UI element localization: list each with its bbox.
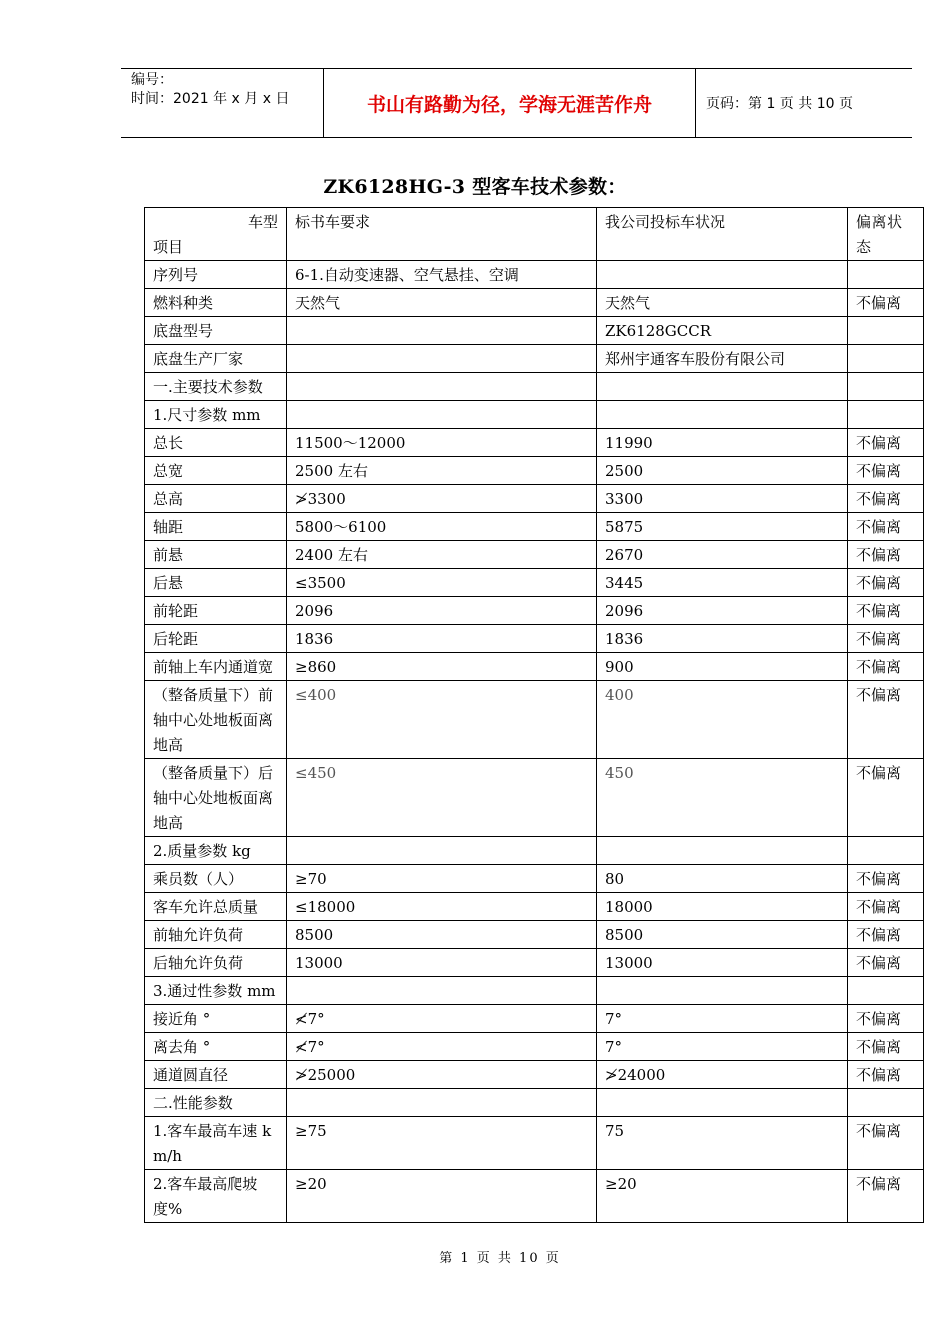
table-row bbox=[145, 1033, 924, 1061]
row-deviation-cell: 不偏离 bbox=[848, 429, 924, 457]
row-item-cell: 后轴允许负荷 bbox=[145, 949, 287, 977]
row-requirement-cell bbox=[287, 373, 597, 401]
corner-vehicle-label: 车型 bbox=[247, 213, 278, 231]
row-item-cell: 离去角 ° bbox=[145, 1033, 287, 1061]
row-requirement-cell bbox=[287, 345, 597, 373]
table-row bbox=[145, 921, 924, 949]
row-ours-cell: 11990 bbox=[597, 429, 848, 457]
table-row bbox=[145, 893, 924, 921]
row-ours-cell: 900 bbox=[597, 653, 848, 681]
row-item-cell: 前悬 bbox=[145, 541, 287, 569]
row-item-cell: 底盘型号 bbox=[145, 317, 287, 345]
row-item-cell: 后悬 bbox=[145, 569, 287, 597]
table-header-row bbox=[145, 208, 924, 261]
row-item-cell: 前轮距 bbox=[145, 597, 287, 625]
row-item-cell: 总高 bbox=[145, 485, 287, 513]
row-item-cell: 一.主要技术参数 bbox=[145, 373, 287, 401]
row-ours-cell: 郑州宇通客车股份有限公司 bbox=[597, 345, 848, 373]
row-item-cell: 燃料种类 bbox=[145, 289, 287, 317]
row-item-cell: 3.通过性参数 mm bbox=[145, 977, 287, 1005]
row-deviation-cell bbox=[848, 317, 924, 345]
row-ours-cell: ZK6128GCCR bbox=[597, 317, 848, 345]
row-requirement-cell: ≥860 bbox=[287, 653, 597, 681]
spec-table bbox=[144, 207, 924, 1223]
header-motto: 书山有路勤为径，学海无涯苦作舟 bbox=[323, 69, 696, 137]
row-requirement-cell: ≯25000 bbox=[287, 1061, 597, 1089]
row-deviation-cell: 不偏离 bbox=[848, 921, 924, 949]
row-deviation-cell: 不偏离 bbox=[848, 759, 924, 837]
table-row bbox=[145, 1170, 924, 1223]
row-ours-cell: ≯24000 bbox=[597, 1061, 848, 1089]
row-requirement-cell: ≤3500 bbox=[287, 569, 597, 597]
corner-item-label: 项目 bbox=[153, 238, 184, 256]
row-item-cell: 1.客车最高车速 km/h bbox=[145, 1117, 287, 1170]
row-requirement-cell: ≥70 bbox=[287, 865, 597, 893]
row-deviation-cell bbox=[848, 837, 924, 865]
row-requirement-cell: 5800～6100 bbox=[287, 513, 597, 541]
row-requirement-cell: 13000 bbox=[287, 949, 597, 977]
row-item-cell: 前轴上车内通道宽 bbox=[145, 653, 287, 681]
row-item-cell: 总宽 bbox=[145, 457, 287, 485]
row-item-cell: 2.质量参数 kg bbox=[145, 837, 287, 865]
row-ours-cell: 7° bbox=[597, 1033, 848, 1061]
row-requirement-cell bbox=[287, 317, 597, 345]
row-requirement-cell bbox=[287, 1089, 597, 1117]
table-row bbox=[145, 429, 924, 457]
row-requirement-cell: 2096 bbox=[287, 597, 597, 625]
row-item-cell: 乘员数（人） bbox=[145, 865, 287, 893]
table-row bbox=[145, 837, 924, 865]
row-ours-cell: 天然气 bbox=[597, 289, 848, 317]
row-ours-cell bbox=[597, 837, 848, 865]
row-ours-cell: 13000 bbox=[597, 949, 848, 977]
table-row bbox=[145, 401, 924, 429]
row-ours-cell: 75 bbox=[597, 1117, 848, 1170]
row-requirement-cell: ≤450 bbox=[287, 759, 597, 837]
row-deviation-cell bbox=[848, 345, 924, 373]
page-header bbox=[121, 68, 912, 138]
table-row bbox=[145, 949, 924, 977]
row-deviation-cell: 不偏离 bbox=[848, 949, 924, 977]
row-ours-cell: 400 bbox=[597, 681, 848, 759]
row-requirement-cell bbox=[287, 977, 597, 1005]
row-requirement-cell bbox=[287, 401, 597, 429]
row-deviation-cell: 不偏离 bbox=[848, 597, 924, 625]
row-requirement-cell: 1836 bbox=[287, 625, 597, 653]
row-ours-cell: 7° bbox=[597, 1005, 848, 1033]
row-requirement-cell: 2500 左右 bbox=[287, 457, 597, 485]
row-deviation-cell: 不偏离 bbox=[848, 485, 924, 513]
row-ours-cell: 18000 bbox=[597, 893, 848, 921]
row-deviation-cell: 不偏离 bbox=[848, 653, 924, 681]
corner-header-cell bbox=[145, 208, 287, 261]
header-meta bbox=[121, 69, 323, 137]
row-requirement-cell: ≮7° bbox=[287, 1005, 597, 1033]
table-row bbox=[145, 345, 924, 373]
row-deviation-cell: 不偏离 bbox=[848, 541, 924, 569]
row-deviation-cell: 不偏离 bbox=[848, 625, 924, 653]
row-ours-cell: 2670 bbox=[597, 541, 848, 569]
row-ours-cell: ≥20 bbox=[597, 1170, 848, 1223]
row-requirement-cell: 2400 左右 bbox=[287, 541, 597, 569]
document-number-label: 编号： bbox=[131, 72, 173, 88]
row-ours-cell: 3300 bbox=[597, 485, 848, 513]
row-requirement-cell: ≥20 bbox=[287, 1170, 597, 1223]
row-requirement-cell: ≮7° bbox=[287, 1033, 597, 1061]
table-row bbox=[145, 597, 924, 625]
row-deviation-cell bbox=[848, 401, 924, 429]
column-header-ours: 我公司投标车状况 bbox=[597, 208, 848, 261]
row-deviation-cell: 不偏离 bbox=[848, 1005, 924, 1033]
row-item-cell: （整备质量下）后轴中心处地板面离地高 bbox=[145, 759, 287, 837]
row-ours-cell: 450 bbox=[597, 759, 848, 837]
table-row bbox=[145, 513, 924, 541]
table-row bbox=[145, 1005, 924, 1033]
row-deviation-cell: 不偏离 bbox=[848, 1117, 924, 1170]
row-deviation-cell bbox=[848, 373, 924, 401]
row-deviation-cell: 不偏离 bbox=[848, 1033, 924, 1061]
row-deviation-cell: 不偏离 bbox=[848, 513, 924, 541]
table-row bbox=[145, 317, 924, 345]
row-item-cell: 二.性能参数 bbox=[145, 1089, 287, 1117]
row-requirement-cell: ≯3300 bbox=[287, 485, 597, 513]
row-requirement-cell: 天然气 bbox=[287, 289, 597, 317]
row-deviation-cell: 不偏离 bbox=[848, 289, 924, 317]
table-row bbox=[145, 977, 924, 1005]
table-row bbox=[145, 1117, 924, 1170]
table-row bbox=[145, 625, 924, 653]
row-item-cell: 总长 bbox=[145, 429, 287, 457]
column-header-requirement: 标书车要求 bbox=[287, 208, 597, 261]
row-item-cell: 接近角 ° bbox=[145, 1005, 287, 1033]
row-item-cell: （整备质量下）前轴中心处地板面离地高 bbox=[145, 681, 287, 759]
table-row bbox=[145, 653, 924, 681]
table-row bbox=[145, 289, 924, 317]
row-item-cell: 后轮距 bbox=[145, 625, 287, 653]
row-deviation-cell bbox=[848, 1089, 924, 1117]
row-requirement-cell: 8500 bbox=[287, 921, 597, 949]
row-item-cell: 底盘生产厂家 bbox=[145, 345, 287, 373]
document-title: ZK6128HG-3 型客车技术参数： bbox=[323, 176, 627, 198]
table-row bbox=[145, 373, 924, 401]
row-ours-cell: 80 bbox=[597, 865, 848, 893]
row-ours-cell: 1836 bbox=[597, 625, 848, 653]
table-row bbox=[145, 541, 924, 569]
row-item-cell: 2.客车最高爬坡度% bbox=[145, 1170, 287, 1223]
row-requirement-cell: 11500～12000 bbox=[287, 429, 597, 457]
row-item-cell: 通道圆直径 bbox=[145, 1061, 287, 1089]
row-requirement-cell bbox=[287, 837, 597, 865]
row-ours-cell: 2500 bbox=[597, 457, 848, 485]
row-deviation-cell: 不偏离 bbox=[848, 681, 924, 759]
row-deviation-cell bbox=[848, 977, 924, 1005]
row-ours-cell bbox=[597, 1089, 848, 1117]
table-row bbox=[145, 865, 924, 893]
document-time: 时间：2021 年 x 月 x 日 bbox=[131, 91, 290, 107]
row-ours-cell: 5875 bbox=[597, 513, 848, 541]
table-row bbox=[145, 261, 924, 289]
row-deviation-cell bbox=[848, 261, 924, 289]
row-item-cell: 前轴允许负荷 bbox=[145, 921, 287, 949]
row-item-cell: 1.尺寸参数 mm bbox=[145, 401, 287, 429]
table-row bbox=[145, 1089, 924, 1117]
row-ours-cell bbox=[597, 373, 848, 401]
table-row bbox=[145, 681, 924, 759]
row-requirement-cell: ≤400 bbox=[287, 681, 597, 759]
row-requirement-cell: 6-1.自动变速器、空气悬挂、空调 bbox=[287, 261, 597, 289]
table-row bbox=[145, 1061, 924, 1089]
table-row bbox=[145, 759, 924, 837]
row-deviation-cell: 不偏离 bbox=[848, 1061, 924, 1089]
row-ours-cell bbox=[597, 977, 848, 1005]
row-requirement-cell: ≥75 bbox=[287, 1117, 597, 1170]
row-item-cell: 客车允许总质量 bbox=[145, 893, 287, 921]
row-requirement-cell: ≤18000 bbox=[287, 893, 597, 921]
row-deviation-cell: 不偏离 bbox=[848, 569, 924, 597]
row-deviation-cell: 不偏离 bbox=[848, 893, 924, 921]
row-ours-cell: 8500 bbox=[597, 921, 848, 949]
row-ours-cell bbox=[597, 401, 848, 429]
header-page-info: 页码：第 1 页 共 10 页 bbox=[706, 96, 853, 112]
page-footer: 第 1 页 共 10 页 bbox=[439, 1251, 561, 1266]
table-row bbox=[145, 569, 924, 597]
row-item-cell: 轴距 bbox=[145, 513, 287, 541]
row-deviation-cell: 不偏离 bbox=[848, 457, 924, 485]
row-ours-cell: 2096 bbox=[597, 597, 848, 625]
row-ours-cell bbox=[597, 261, 848, 289]
row-item-cell: 序列号 bbox=[145, 261, 287, 289]
table-row bbox=[145, 485, 924, 513]
column-header-deviation: 偏离状态 bbox=[848, 208, 924, 261]
table-row bbox=[145, 457, 924, 485]
row-deviation-cell: 不偏离 bbox=[848, 865, 924, 893]
row-ours-cell: 3445 bbox=[597, 569, 848, 597]
row-deviation-cell: 不偏离 bbox=[848, 1170, 924, 1223]
